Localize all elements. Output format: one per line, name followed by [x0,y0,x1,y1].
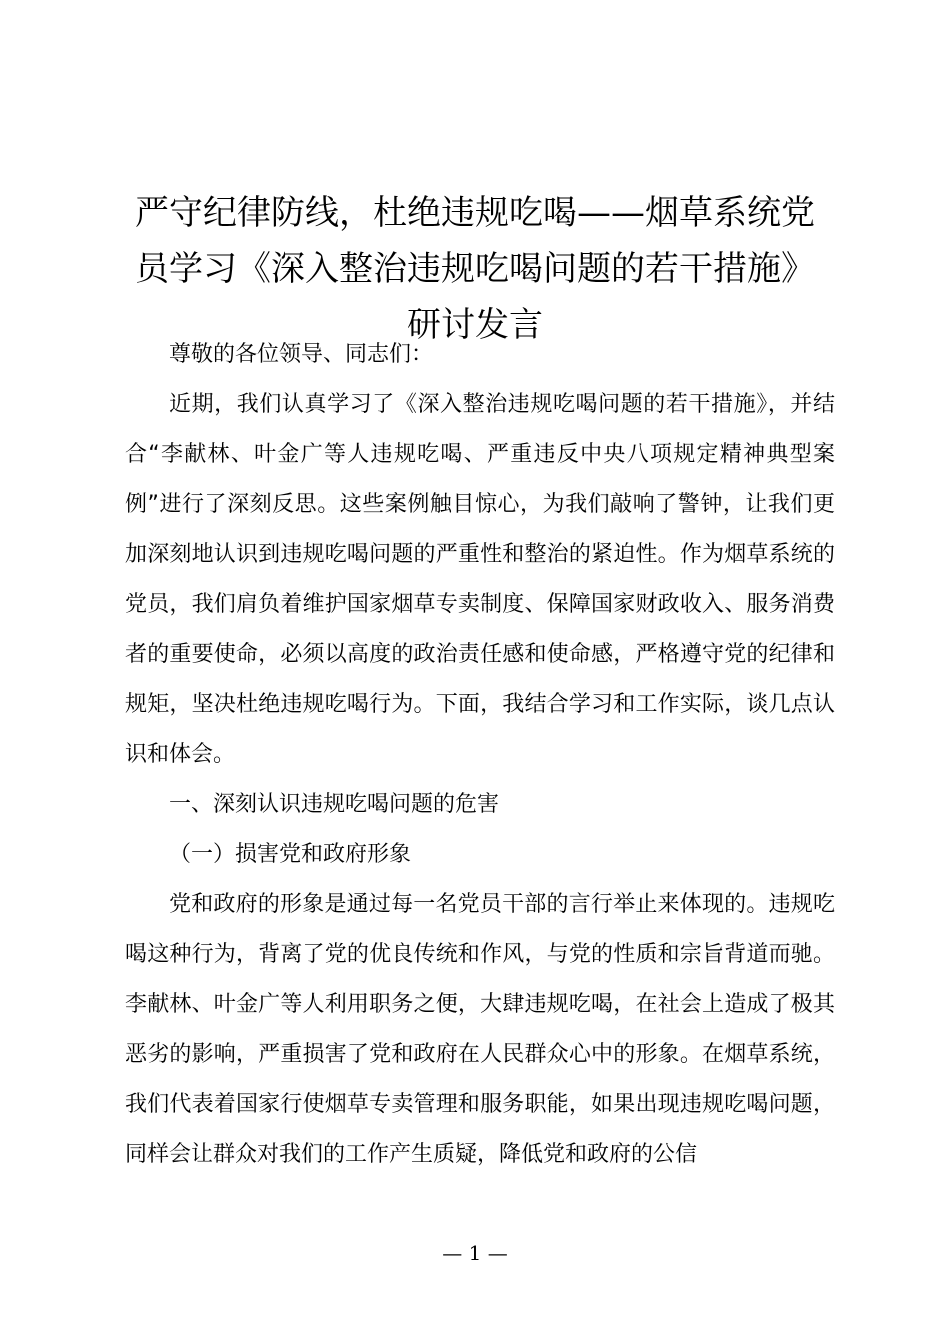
subsection-heading-1: （一）损害党和政府形象 [169,842,412,867]
body-paragraph: 党和政府的形象是通过每一名党员干部的言行举止来体现的。违规吃喝这种行为，背离了党的优良传统和作风，与党的性质和宗旨背道而驰。李献林、叶金广等人利用职务之便，大肆违规吃喝，在社会上造成了极其恶劣的影响，严重损害了党和政府在人民群众心中的形象。在烟草系统，我们代表着国家行使烟草专卖管理和服务职能，如果出现违规吃喝问题，同样会让群众对我们的工作产生质疑，降低党和政府的公信 [125,892,835,1167]
section-heading-1: 一、深刻认识违规吃喝问题的危害 [169,792,500,817]
title-line-3: 研讨发言 [407,305,543,345]
page-number: — 1 — [442,1241,508,1265]
title-line-2: 员学习《深入整治违规吃喝问题的若干措施》 [135,249,815,289]
title-line-1: 严守纪律防线，杜绝违规吃喝——烟草系统党 [135,193,815,233]
document-title [118,185,832,353]
document-body [125,330,835,1180]
intro-paragraph: 近期，我们认真学习了《深入整治违规吃喝问题的若干措施》，并结合“李献林、叶金广等人违规吃喝、严重违反中央八项规定精神典型案例”进行了深刻反思。这些案例触目惊心，为我们敲响了警钟，让我们更加深刻地认识到违规吃喝问题的严重性和整治的紧迫性。作为烟草系统的党员，我们肩负着维护国家烟草专卖制度、保障国家财政收入、服务消费者的重要使命，必须以高度的政治责任感和使命感，严格遵守党的纪律和规矩，坚决杜绝违规吃喝行为。下面，我结合学习和工作实际，谈几点认识和体会。 [125,392,835,767]
salutation: 尊敬的各位领导、同志们： [169,342,434,367]
